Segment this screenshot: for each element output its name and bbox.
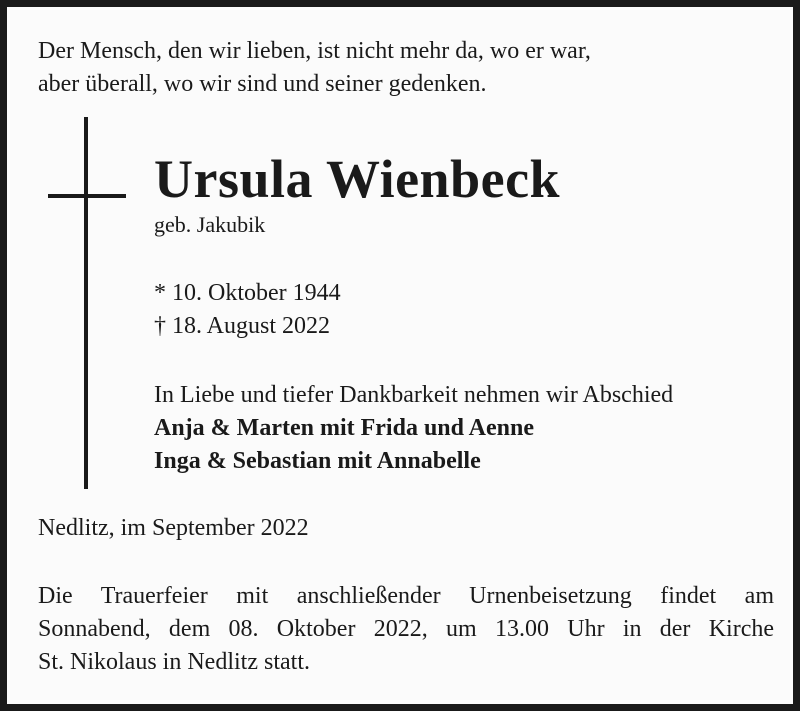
life-dates	[154, 277, 341, 343]
memorial-quote	[38, 35, 778, 101]
memorial-quote-line-2: aber überall, wo wir sind und seiner gedenken.	[38, 71, 487, 97]
funeral-info-line-1: Die Trauerfeier mit anschließender Urnenbeisetzung findet am	[38, 583, 774, 609]
deceased-name: Ursula Wienbeck	[154, 149, 561, 209]
cross-horizontal-bar	[48, 194, 126, 198]
maiden-name: geb. Jakubik	[154, 212, 266, 237]
birth-date: * 10. Oktober 1944	[154, 280, 341, 306]
death-date: † 18. August 2022	[154, 313, 331, 339]
mourner-family: Anja & Marten mit Frida und Aenne	[154, 415, 534, 441]
farewell-statement: In Liebe und tiefer Dankbarkeit nehmen wir Abschied	[154, 382, 674, 408]
cross-icon	[48, 117, 126, 489]
mourner-family: Inga & Sebastian mit Annabelle	[154, 448, 481, 474]
funeral-info-line-3: St. Nikolaus in Nedlitz statt.	[38, 649, 310, 675]
memorial-quote-line-1: Der Mensch, den wir lieben, ist nicht mehr da, wo er war,	[38, 38, 591, 64]
place-and-date: Nedlitz, im September 2022	[38, 515, 309, 541]
funeral-info	[38, 580, 774, 679]
funeral-info-line-2: Sonnabend, dem 08. Oktober 2022, um 13.00 Uhr in der Kirche	[38, 616, 774, 642]
mourners-section	[154, 379, 673, 478]
cross-vertical-bar	[84, 117, 88, 489]
